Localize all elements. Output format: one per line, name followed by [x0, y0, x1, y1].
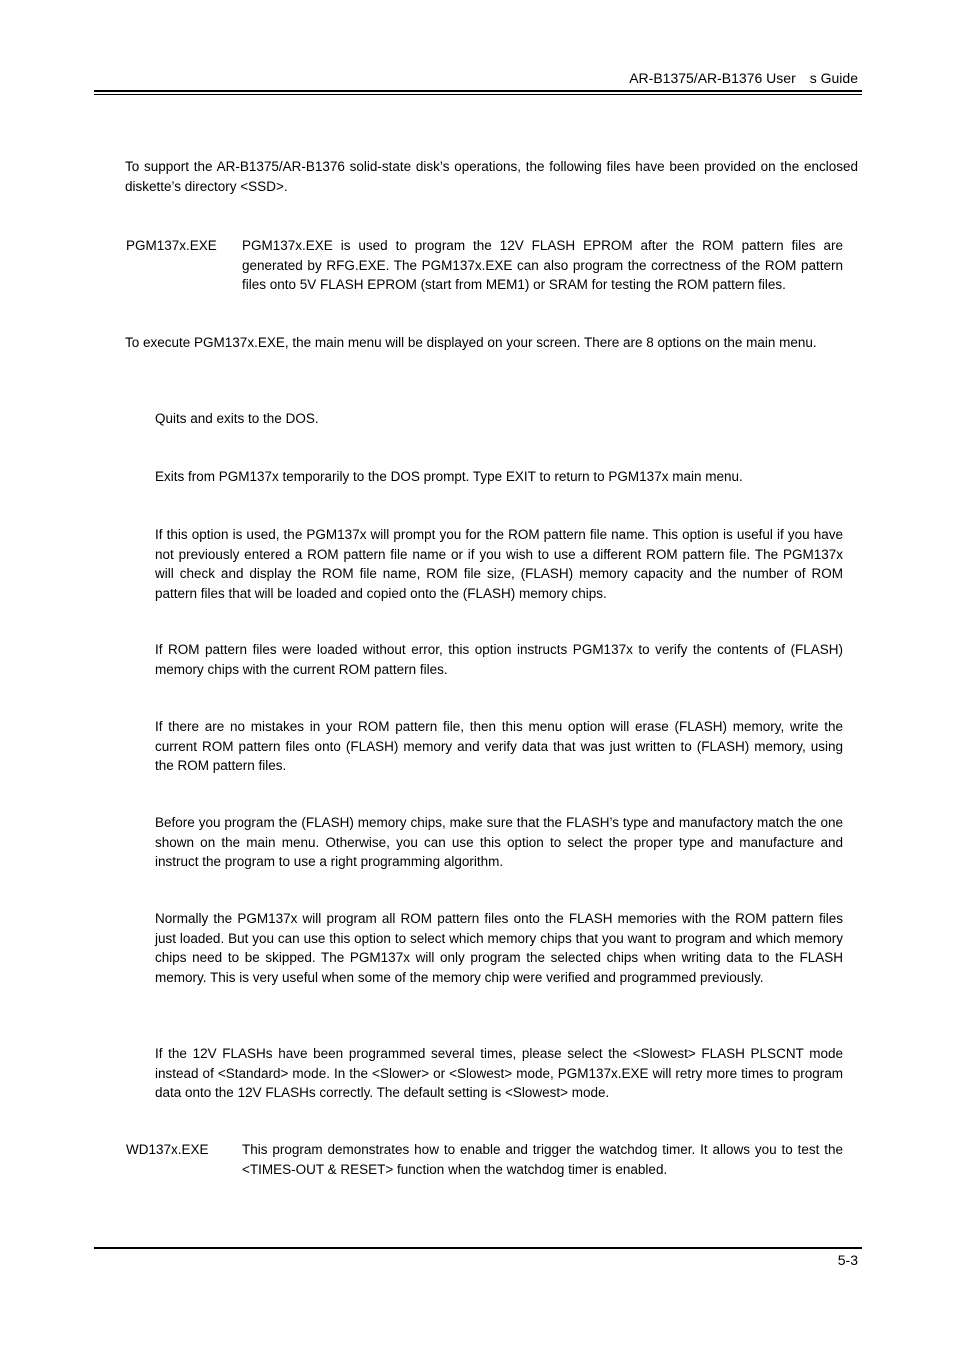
option-verify-text: If ROM pattern files were loaded without error, this option instructs PGM137x to verify the contents of (FLASH) memory chips with the current ROM pattern files. — [155, 642, 843, 677]
option-plscnt-text: If the 12V FLASHs have been programmed several times, please select the <Slowest> FLASH PLSCNT mode instead of <Standard> mode. In the <Slower> or <Slowest> mode, PGM137x.EXE will retry more times to program data onto the 12V FLASHs correctly. The default setting is <Slowest> mode. — [155, 1046, 843, 1100]
option-select-chips-text: Normally the PGM137x will program all ROM pattern files onto the FLASH memories with the ROM pattern files just loaded. But you can use this option to select which memory chips that you want to program and which memory chips need to be skipped. The PGM137x will only program the selected chips when writing data to the FLASH memory. This is very useful when some of the memory chip were verified and programmed previously. — [155, 911, 843, 985]
option-flash-type-text: Before you program the (FLASH) memory chips, make sure that the FLASH’s type and manufactory match the one shown on the main menu. Otherwise, you can use this option to select the proper type and manufacture and instruct the program to use a right programming algorithm. — [155, 815, 843, 869]
footer-rule — [94, 1247, 862, 1249]
option-quit-text: Quits and exits to the DOS. — [155, 411, 319, 426]
option-dos-shell-text: Exits from PGM137x temporarily to the DOS prompt. Type EXIT to return to PGM137x main menu. — [155, 469, 743, 484]
wd-description: This program demonstrates how to enable and trigger the watchdog timer. It allows you to test the <TIMES-OUT & RESET> function when the watchdog timer is enabled. — [242, 1142, 843, 1177]
header-rule — [94, 90, 862, 92]
header-title: AR-B1375/AR-B1376 User s Guide — [629, 70, 858, 86]
option-load-rom-text: If this option is used, the PGM137x will prompt you for the ROM pattern file name. This option is useful if you have not previously entered a ROM pattern file name or if you wish to use a different ROM pattern file. The PGM137x will check and display the ROM file name, ROM file size, (FLASH) memory capacity and the number of ROM pattern files that will be loaded and copied onto the (FLASH) memory chips. — [155, 527, 843, 601]
pgm-description: PGM137x.EXE is used to program the 12V FLASH EPROM after the ROM pattern files are generated by RFG.EXE. The PGM137x.EXE can also program the correctness of the ROM pattern files onto 5V FLASH EPROM (start from MEM1) or SRAM for testing the ROM pattern files. — [242, 238, 843, 292]
exec-paragraph: To execute PGM137x.EXE, the main menu will be displayed on your screen. There are 8 options on the main menu. — [125, 335, 817, 350]
option-program-text: If there are no mistakes in your ROM pattern file, then this menu option will erase (FLASH) memory, write the current ROM pattern files onto (FLASH) memory and verify data that was just written to (FLASH) memory, using the ROM pattern files. — [155, 719, 843, 773]
page-number: 5-3 — [837, 1252, 858, 1268]
header-rule-thin — [94, 94, 862, 95]
intro-paragraph: To support the AR-B1375/AR-B1376 solid-state disk’s operations, the following files have been provided on the enclosed diskette’s directory <SSD>. — [125, 159, 858, 194]
wd-term: WD137x.EXE — [126, 1142, 209, 1157]
pgm-term: PGM137x.EXE — [126, 238, 217, 253]
